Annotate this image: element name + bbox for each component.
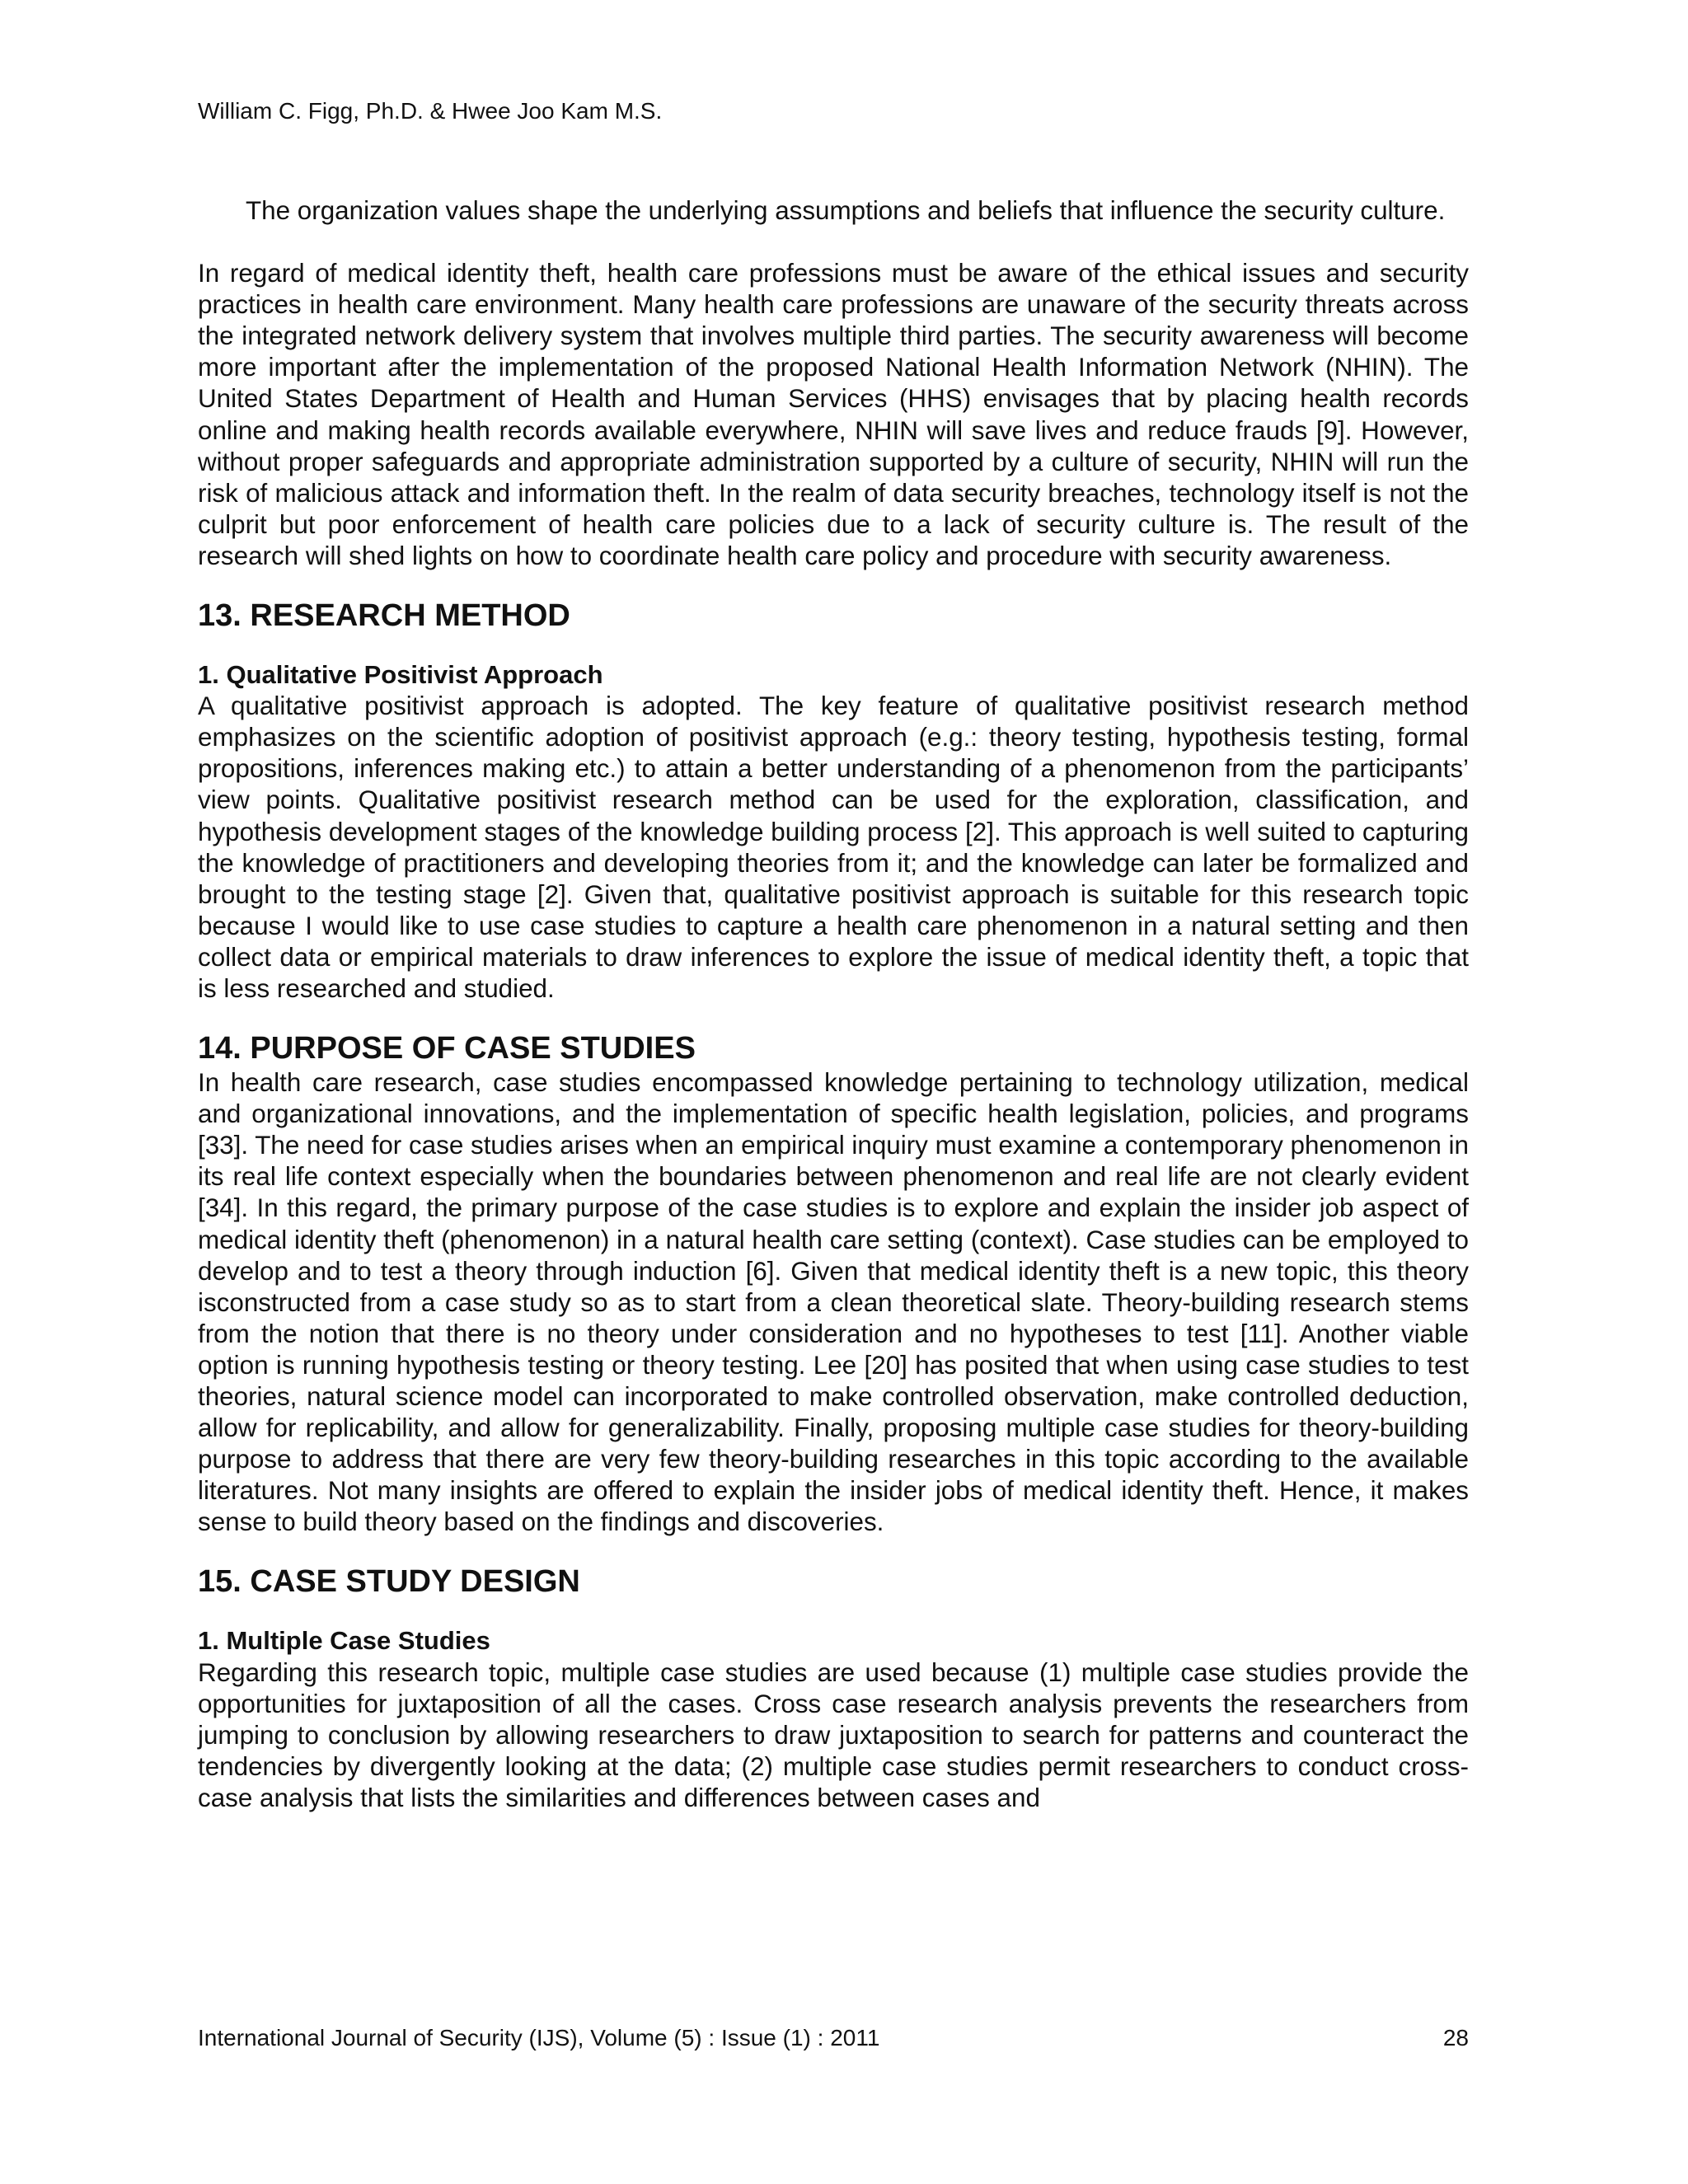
indented-paragraph: The organization values shape the underlying assumptions and beliefs that influence the security culture.: [246, 196, 1446, 225]
paper-page: [198, 0, 1469, 2184]
case-study-design-paragraph: Regarding this research topic, multiple case studies are used because (1) multiple case studies provide the opportunities for juxtaposition of all the cases. Cross case research analysis prevents the researchers from jumping to conclusion by allowing researchers to draw juxtaposition to search for patterns and counteract the tendencies by divergently looking at the data; (2) multiple case studies permit researchers to conduct cross-case analysis that lists the similarities and differences between cases and: [198, 1657, 1469, 1812]
page-content: [198, 195, 1469, 1814]
running-header-authors: William C. Figg, Ph.D. & Hwee Joo Kam M.S.: [198, 98, 663, 124]
footer-journal-citation: International Journal of Security (IJS), Volume (5) : Issue (1) : 2011: [198, 2025, 880, 2050]
research-method-paragraph: A qualitative positivist approach is adopted. The key feature of qualitative positivist research method emphasizes on the scientific adoption of positivist approach (e.g.: theory testing, hypothesis testing, formal propositions, inferences making etc.) to attain a better understanding of a phenomenon from the participants’ view points. Qualitative positivist research method can be used for the exploration, classification, and hypothesis development stages of the knowledge building process [2]. This approach is well suited to capturing the knowledge of practitioners and developing theories from it; and the knowledge can later be formalized and brought to the testing stage [2]. Given that, qualitative positivist approach is suitable for this research topic because I would like to use case studies to capture a health care phenomenon in a natural setting and then collect data or empirical materials to draw inferences to explore the issue of medical identity theft, a topic that is less researched and studied.: [198, 691, 1469, 1003]
purpose-case-studies-paragraph: In health care research, case studies encompassed knowledge pertaining to technology utilization, medical and organizational innovations, and the implementation of specific health legislation, policies, and programs [33]. The need for case studies arises when an empirical inquiry must examine a contemporary phenomenon in its real life context especially when the boundaries between phenomenon and real life are not clearly evident [34]. In this regard, the primary purpose of the case studies is to explore and explain the insider job aspect of medical identity theft (phenomenon) in a natural health care setting (context). Case studies can be employed to develop and to test a theory through induction [6]. Given that medical identity theft is a new topic, this theory isconstructed from a case study so as to start from a clean theoretical slate. Theory-building research stems from the notion that there is no theory under consideration and no hypotheses to test [11]. Another viable option is running hypothesis testing or theory testing. Lee [20] has posited that when using case studies to test theories, natural science model can incorporated to make controlled observation, make controlled deduction, allow for replicability, and allow for generalizability. Finally, proposing multiple case studies for theory-building purpose to address that there are very few theory-building researches in this topic according to the available literatures. Not many insights are offered to explain the insider jobs of medical identity theft. Hence, it makes sense to build theory based on the findings and discoveries.: [198, 1068, 1469, 1537]
footer-page-number: 28: [1442, 2025, 1469, 2050]
section-heading-case-study-design: 15. CASE STUDY DESIGN: [198, 1564, 580, 1600]
intro-paragraph: In regard of medical identity theft, health care professions must be aware of the ethical issues and security practices in health care environment. Many health care professions are unaware of the security threats across the integrated network delivery system that involves multiple third parties. The security awareness will become more important after the implementation of the proposed National Health Information Network (NHIN). The United States Department of Health and Human Services (HHS) envisages that by placing health records online and making health records available everywhere, NHIN will save lives and reduce frauds [9]. However, without proper safeguards and appropriate administration supported by a culture of security, NHIN will run the risk of malicious attack and information theft. In the realm of data security breaches, technology itself is not the culprit but poor enforcement of health care policies due to a lack of security culture is. The result of the research will shed lights on how to coordinate health care policy and procedure with security awareness.: [198, 259, 1469, 570]
section-heading-purpose-case-studies: 14. PURPOSE OF CASE STUDIES: [198, 1031, 696, 1066]
subheading-qualitative-positivist: 1. Qualitative Positivist Approach: [198, 660, 603, 690]
subheading-multiple-case-studies: 1. Multiple Case Studies: [198, 1626, 490, 1656]
section-heading-research-method: 13. RESEARCH METHOD: [198, 598, 570, 634]
page-footer: [198, 2024, 1469, 2052]
